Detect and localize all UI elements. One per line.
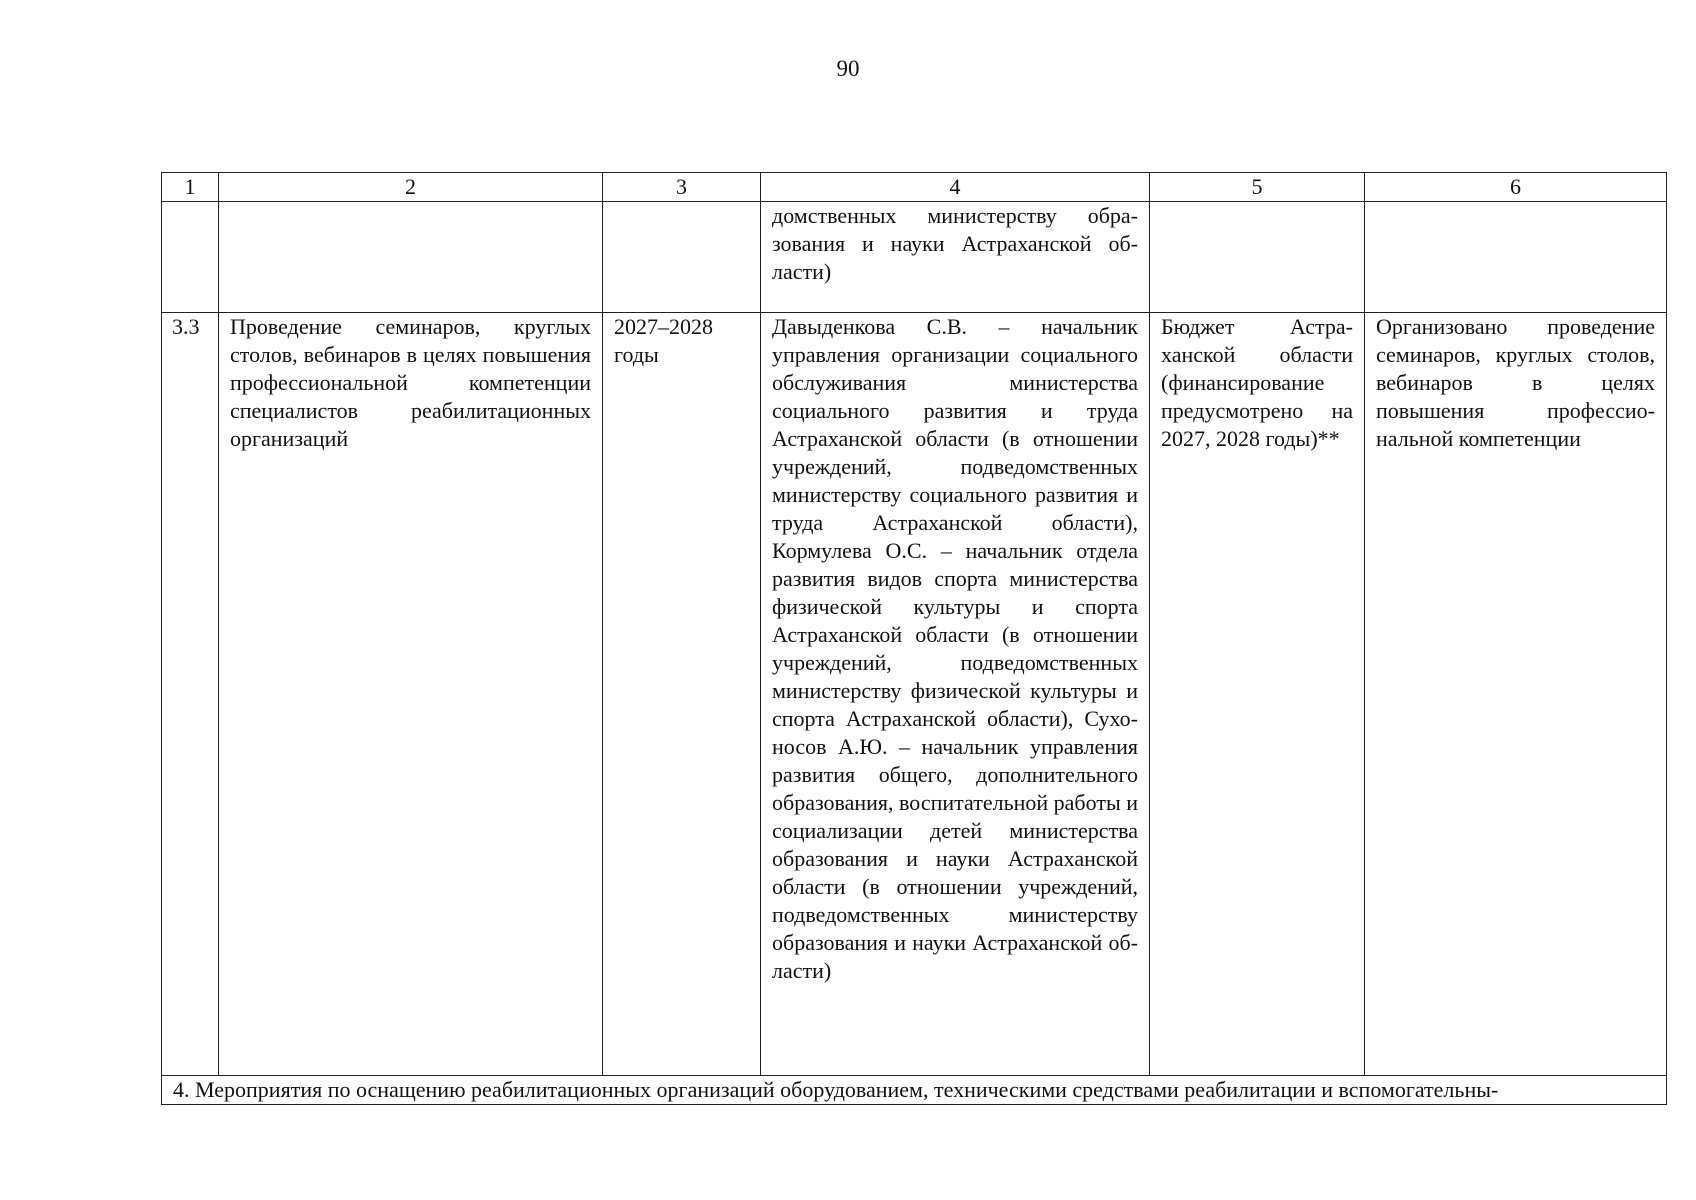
cell-number: 3.3	[162, 313, 219, 1076]
header-col-6: 6	[1365, 173, 1667, 202]
table-row-3-3	[162, 313, 1667, 1076]
cell-event	[219, 202, 603, 313]
cell-result: Организовано проведение семинаров, круглых столов, вебинаров в целях повышения профессиональной компетенции	[1365, 313, 1667, 1076]
cell-result	[1365, 202, 1667, 313]
cell-responsible: Давыденкова С.В. – начальник управления организации социального обслуживания министерства социального развития и труда Астраханской области (в отношении учреждений, подведомственных министерству социального развития и труда Астраханской области), Кормулева О.С. – начальник отдела развития видов спорта министерства физической культуры и спорта Астраханской области (в отношении учреждений, подведомственных министерству физической культуры и спорта Астраханской области), Сухоносов А.Ю. – начальник управления развития общего, дополнительного образования, воспитательной работы и социализации детей министерства образования и науки Астраханской области (в отношении учреждений, подведомственных министерству образования и науки Астраханской области)	[761, 313, 1150, 1076]
header-col-1: 1	[162, 173, 219, 202]
cell-period: 2027–2028 годы	[603, 313, 761, 1076]
cell-number	[162, 202, 219, 313]
header-col-2: 2	[219, 173, 603, 202]
column-number-header-row	[162, 173, 1667, 202]
cell-event: Проведение семинаров, круглых столов, вебинаров в целях повышения профессиональной компетенции специалистов реабилитационных организаций	[219, 313, 603, 1076]
header-col-4: 4	[761, 173, 1150, 202]
header-col-5: 5	[1150, 173, 1365, 202]
table-row-section-4	[162, 1076, 1667, 1105]
cell-funding: Бюджет Астраханской области (финансирование предусмотрено на 2027, 2028 годы)**	[1150, 313, 1365, 1076]
section-heading: 4. Мероприятия по оснащению реабилитационных организаций оборудованием, техническими средствами реабилитации и вспомогательны-	[162, 1076, 1667, 1105]
cell-period	[603, 202, 761, 313]
cell-funding	[1150, 202, 1365, 313]
table-row-continuation	[162, 202, 1667, 313]
cell-responsible: домственных министерству образования и науки Астраханской области)	[761, 202, 1150, 313]
measures-table	[161, 172, 1667, 1105]
header-col-3: 3	[603, 173, 761, 202]
page-number: 90	[836, 56, 860, 81]
